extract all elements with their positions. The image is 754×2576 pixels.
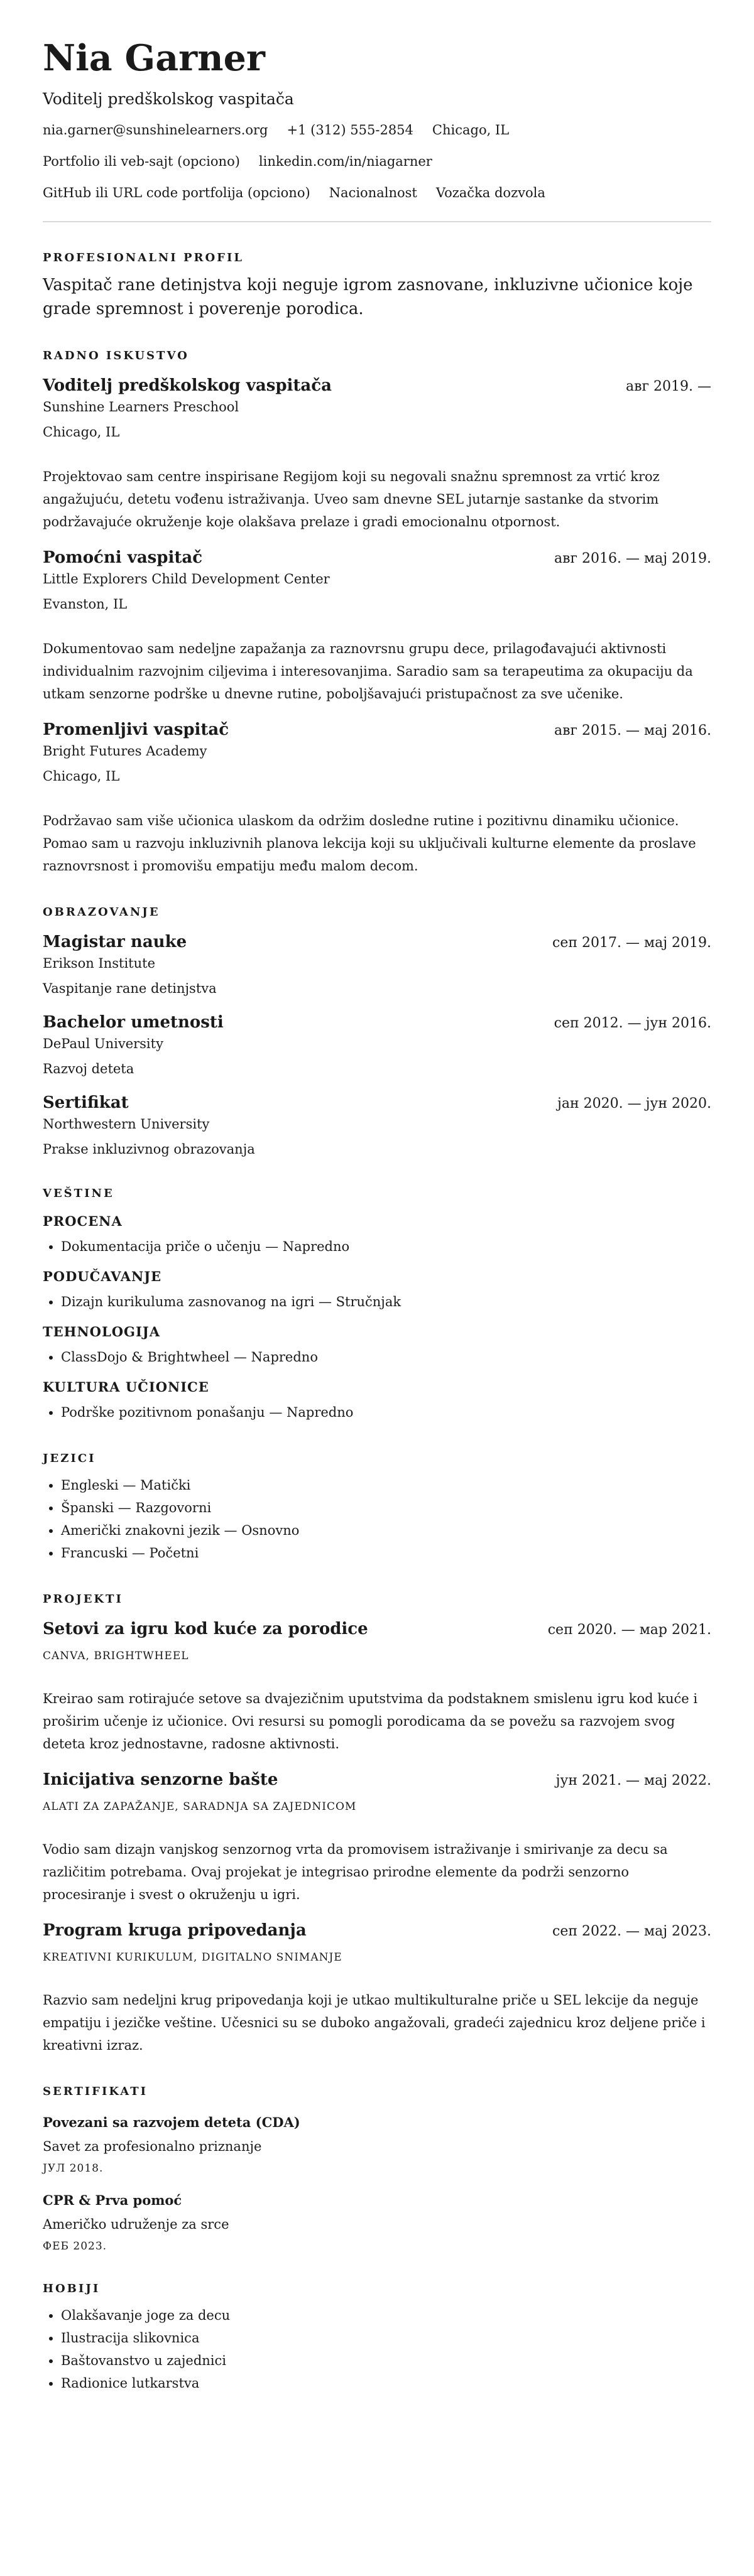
skill-category-name: PROCENA [43, 1213, 123, 1229]
project-item [43, 1618, 711, 1755]
projects-section [43, 1592, 711, 2057]
project-title: Inicijativa senzorne bašte [43, 1770, 278, 1789]
location-text: Chicago, IL [432, 122, 510, 138]
experience-description: Dokumentovao sam nedeljne zapažanja za raznovrsnu grupu dece, prilagođavajući aktivnosti individualnim razvojnim ciljevima i interesovanjima. Saradio sam sa terapeutima za okupaciju da utkam senzorne podrške u dnevne rutine, poboljšavajući pristupačnost za sve učenike. [43, 641, 693, 701]
profile-summary: Vaspitač rane detinjstva koji neguje igrom zasnovane, inkluzivne učionice koje grade spremnost i poverenje porodica. [43, 276, 693, 318]
experience-item [43, 375, 711, 533]
experience-item [43, 719, 711, 877]
education-degree: Sertifikat [43, 1093, 129, 1112]
experience-location: Chicago, IL [43, 425, 120, 440]
hobby-item: • Ilustracija slikovnica [61, 2327, 711, 2349]
experience-item [43, 547, 711, 705]
candidate-name: Nia Garner [43, 37, 265, 79]
education-item [43, 1092, 711, 1159]
project-tags: ALATI ZA ZAPAŽANJE, SARADNJA SA ZAJEDNICOM [43, 1800, 357, 1813]
language-item: • Engleski — Matički [61, 1474, 711, 1496]
portfolio-link[interactable]: Portfolio ili veb-sajt (opciono) [43, 154, 240, 169]
certificate-name: CPR & Prva pomoć [43, 2192, 182, 2208]
education-section [43, 905, 711, 1159]
experience-company: Sunshine Learners Preschool [43, 399, 239, 414]
project-date: сеп 2022. — мај 2023. [552, 1924, 711, 1939]
hobby-item: • Baštovanstvo u zajednici [61, 2349, 711, 2372]
experience-section [43, 349, 711, 877]
skills-heading: VEŠTINE [43, 1187, 114, 1200]
project-title: Setovi za igru kod kuće za porodice [43, 1620, 368, 1638]
github-link[interactable]: GitHub ili URL code portfolija (opciono) [43, 185, 310, 200]
skill-item: • Dokumentacija priče o učenju — Napredno [61, 1235, 711, 1258]
education-school: DePaul University [43, 1036, 163, 1051]
contact-row-1 [43, 121, 711, 139]
skill-item: • Podrške pozitivnom ponašanju — Napredno [61, 1401, 711, 1424]
hobby-item: • Olakšavanje joge za decu [61, 2304, 711, 2327]
certificates-section [43, 2084, 711, 2254]
certificate-date: ФЕБ 2023. [43, 2240, 107, 2253]
languages-heading: JEZICI [43, 1452, 96, 1465]
project-description: Vodio sam dizajn vanjskog senzornog vrta da promovisem istraživanje i smirivanje za decu sa različitim potrebama. Ovaj projekat je integrisao prirodne elemente da podrži senzorno procesiranje i svest o okruženju u igri. [43, 1842, 668, 1902]
resume-header [43, 36, 711, 202]
skill-category-name: PODUČAVANJE [43, 1269, 162, 1284]
project-title: Program kruga pripovedanja [43, 1921, 307, 1940]
experience-company: Bright Futures Academy [43, 744, 207, 759]
projects-heading: PROJEKTI [43, 1593, 123, 1606]
certificates-heading: SERTIFIKATI [43, 2085, 148, 2098]
project-tags: KREATIVNI KURIKULUM, DIGITALNO SNIMANJE [43, 1951, 342, 1964]
education-degree: Bachelor umetnosti [43, 1013, 224, 1032]
education-item [43, 931, 711, 998]
language-item: • Španski — Razgovorni [61, 1496, 711, 1519]
project-description: Razvio sam nedeljni krug pripovedanja koji je utkao multikulturalne priče u SEL lekcije da neguje empatiju i jezičke veštine. Učesnici su se duboko angažovali, gradeći zajednicu kroz deljene priče i kreativni izraz. [43, 1993, 706, 2053]
nationality-text: Nacionalnost [329, 185, 417, 200]
experience-company: Little Explorers Child Development Center [43, 571, 330, 587]
certificate-issuer: Savet za profesionalno priznanje [43, 2139, 262, 2154]
project-tags: CANVA, BRIGHTWHEEL [43, 1650, 189, 1662]
education-item [43, 1012, 711, 1078]
experience-location: Evanston, IL [43, 597, 128, 612]
experience-description: Projektovao sam centre inspirisane Regijom koji su negovali snažnu spremnost za vrtić kroz angažujuću, detetu vođenu istraživanja. Uveo sam dnevne SEL jutarnje sastanke da stvorim podržavajuće okruženje koje olakšava prelaze i gradi emocionalnu otpornost. [43, 469, 660, 529]
experience-description: Podržavao sam više učionica ulaskom da održim dosledne rutine i pozitivnu dinamiku učionice. Pomao sam u razvoju inkluzivnih planova lekcija koji su uključivali kulturne elemente da proslave raznovrsnost i promovišu empatiju među malom decom. [43, 813, 696, 874]
skill-category [43, 1268, 711, 1313]
experience-location: Chicago, IL [43, 769, 120, 784]
skill-category [43, 1213, 711, 1258]
contact-row-2 [43, 152, 711, 171]
experience-date: авг 2015. — мај 2016. [554, 723, 711, 739]
hobby-item: • Radionice lutkarstva [61, 2372, 711, 2395]
email-link[interactable]: nia.garner@sunshinelearners.org [43, 122, 268, 138]
languages-section [43, 1451, 711, 1564]
hobbies-section [43, 2281, 711, 2395]
education-degree: Magistar nauke [43, 933, 187, 951]
skill-item: • ClassDojo & Brightwheel — Napredno [61, 1346, 711, 1368]
linkedin-link[interactable]: linkedin.com/in/niagarner [258, 154, 432, 169]
education-school: Erikson Institute [43, 956, 156, 971]
project-item [43, 1769, 711, 1906]
certificate-item [43, 2113, 711, 2176]
license-text: Vozačka dozvola [435, 185, 545, 200]
project-item [43, 1920, 711, 2057]
education-date: јан 2020. — јун 2020. [557, 1096, 711, 1112]
education-heading: OBRAZOVANJE [43, 906, 160, 919]
experience-heading: RADNO ISKUSTVO [43, 349, 189, 362]
skill-category [43, 1323, 711, 1368]
certificate-date: ЈУЛ 2018. [43, 2162, 104, 2175]
experience-date: авг 2019. — [626, 379, 711, 394]
education-field: Vaspitanje rane detinjstva [43, 981, 217, 996]
certificate-issuer: Američko udruženje za srce [43, 2217, 229, 2232]
education-field: Razvoj deteta [43, 1061, 134, 1076]
education-school: Northwestern University [43, 1117, 210, 1132]
certificate-item [43, 2191, 711, 2254]
skill-category-name: KULTURA UČIONICE [43, 1379, 209, 1395]
project-date: сеп 2020. — мар 2021. [547, 1622, 711, 1638]
certificate-name: Povezani sa razvojem deteta (CDA) [43, 2114, 300, 2130]
experience-title: Voditelj predškolskog vaspitača [43, 376, 332, 395]
profile-heading: PROFESIONALNI PROFIL [43, 251, 244, 264]
education-date: сеп 2017. — мај 2019. [552, 935, 711, 951]
profile-section [43, 251, 711, 321]
contact-row-3 [43, 183, 711, 202]
job-title: Voditelj predškolskog vaspitača [43, 90, 294, 108]
skill-item: • Dizajn kurikuluma zasnovanog na igri — Stručnjak [61, 1291, 711, 1313]
project-description: Kreirao sam rotirajuće setove sa dvajezičnim uputstvima da podstaknem smislenu igru kod kuće i proširim učenje iz učionice. Ovi resursi su pomogli porodicama da se povežu sa razvojem svog deteta kroz jednostavne, radosne aktivnosti. [43, 1691, 698, 1751]
experience-title: Pomoćni vaspitač [43, 548, 203, 567]
skills-section [43, 1186, 711, 1424]
project-date: јун 2021. — мај 2022. [555, 1773, 711, 1789]
language-item: • Francuski — Početni [61, 1542, 711, 1564]
skill-category-name: TEHNOLOGIJA [43, 1324, 161, 1339]
experience-title: Promenljivi vaspitač [43, 720, 229, 739]
education-field: Prakse inkluzivnog obrazovanja [43, 1142, 255, 1157]
phone-link[interactable]: +1 (312) 555-2854 [287, 122, 413, 138]
experience-date: авг 2016. — мај 2019. [554, 551, 711, 566]
skill-category [43, 1378, 711, 1424]
language-item: • Američki znakovni jezik — Osnovno [61, 1519, 711, 1542]
hobbies-heading: HOBIJI [43, 2282, 101, 2295]
header-divider [43, 221, 711, 222]
education-date: сеп 2012. — јун 2016. [554, 1015, 711, 1031]
